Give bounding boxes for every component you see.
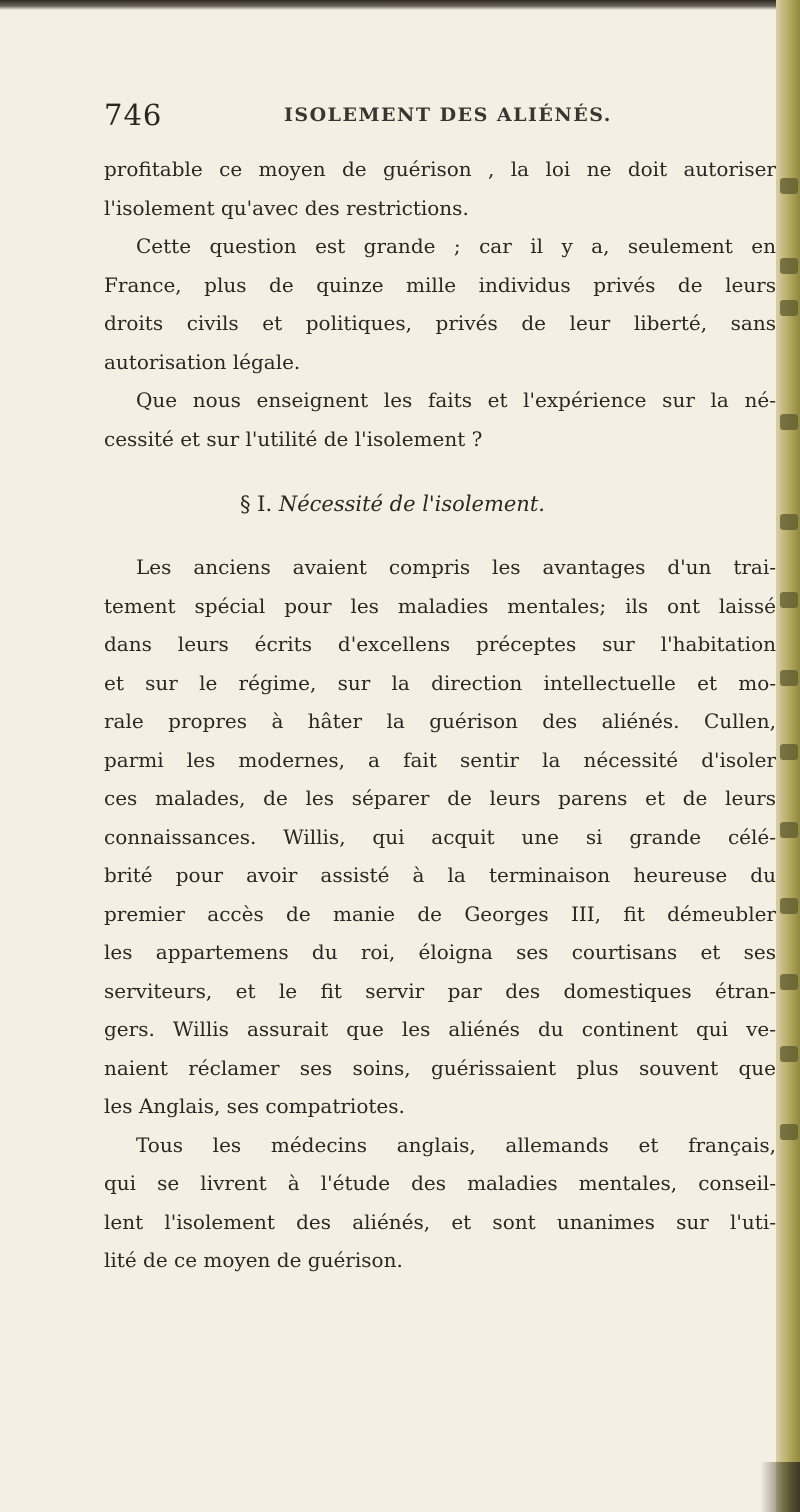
paragraph bbox=[104, 227, 776, 381]
edge-mark bbox=[780, 898, 798, 914]
text-line: rale propres à hâter la guérison des aliénés. Cullen, bbox=[104, 709, 776, 733]
text-line: dans leurs écrits d'excellens préceptes sur l'habitation bbox=[104, 632, 776, 656]
section-number: § I. bbox=[240, 492, 273, 516]
edge-mark bbox=[780, 1124, 798, 1140]
edge-mark bbox=[780, 822, 798, 838]
text-line: Que nous enseignent les faits et l'expérience sur la né- bbox=[136, 388, 776, 412]
text-line: premier accès de manie de Georges III, fit démeubler bbox=[104, 901, 776, 926]
text-line: cessité et sur l'utilité de l'isolement ? bbox=[104, 426, 483, 451]
edge-mark bbox=[780, 744, 798, 760]
text-line: qui se livrent à l'étude des maladies mentales, conseil- bbox=[104, 1171, 776, 1195]
paragraph bbox=[104, 150, 776, 227]
text-line: tement spécial pour les maladies mentales; ils ont laissé bbox=[104, 593, 776, 618]
edge-mark bbox=[780, 414, 798, 430]
text-line: Les anciens avaient compris les avantages d'un trai- bbox=[136, 555, 776, 579]
edge-mark bbox=[780, 258, 798, 274]
edge-mark bbox=[780, 300, 798, 316]
text-line: lité de ce moyen de guérison. bbox=[104, 1248, 403, 1272]
text-line: serviteurs, et le fit servir par des domestiques étran- bbox=[104, 978, 776, 1003]
edge-mark bbox=[780, 670, 798, 686]
page-number: 746 bbox=[104, 98, 163, 132]
body-text bbox=[104, 150, 776, 1280]
text-line: et sur le régime, sur la direction intellectuelle et mo- bbox=[104, 670, 776, 695]
section-title: Nécessité de l'isolement. bbox=[278, 492, 545, 516]
text-line: ces malades, de les séparer de leurs parens et de leurs bbox=[104, 786, 776, 810]
top-edge-rule bbox=[0, 0, 790, 10]
section-heading bbox=[104, 472, 776, 536]
text-line: lent l'isolement des aliénés, et sont unanimes sur l'uti- bbox=[104, 1209, 776, 1234]
edge-mark bbox=[780, 514, 798, 530]
text-line: brité pour avoir assisté à la terminaison heureuse du bbox=[104, 863, 776, 887]
running-head: ISOLEMENT DES ALIÉNÉS. bbox=[284, 104, 612, 126]
edge-mark bbox=[780, 178, 798, 194]
paragraph bbox=[104, 1126, 776, 1280]
text-line: les Anglais, ses compatriotes. bbox=[104, 1094, 405, 1118]
bottom-corner-shadow bbox=[760, 1462, 800, 1512]
text-line: Tous les médecins anglais, allemands et français, bbox=[136, 1132, 776, 1157]
text-line: parmi les modernes, a fait sentir la nécessité d'isoler bbox=[104, 747, 776, 772]
text-line: autorisation légale. bbox=[104, 349, 301, 374]
page-edge-strip bbox=[776, 0, 800, 1512]
text-line: Cette question est grande ; car il y a, seulement en bbox=[136, 234, 776, 258]
text-line: les appartemens du roi, éloigna ses courtisans et ses bbox=[104, 940, 776, 964]
edge-mark bbox=[780, 1046, 798, 1062]
page-header bbox=[104, 98, 764, 138]
paragraph bbox=[104, 381, 776, 458]
text-line: connaissances. Willis, qui acquit une si grande célé- bbox=[104, 824, 776, 849]
text-line: profitable ce moyen de guérison , la loi ne doit autoriser bbox=[104, 157, 776, 181]
paragraph bbox=[104, 548, 776, 1126]
text-line: France, plus de quinze mille individus privés de leurs bbox=[104, 272, 776, 297]
text-line: droits civils et politiques, privés de leur liberté, sans bbox=[104, 311, 776, 335]
text-line: l'isolement qu'avec des restrictions. bbox=[104, 195, 469, 220]
edge-mark bbox=[780, 974, 798, 990]
edge-mark bbox=[780, 592, 798, 608]
text-line: gers. Willis assurait que les aliénés du continent qui ve- bbox=[104, 1017, 776, 1041]
text-line: naient réclamer ses soins, guérissaient plus souvent que bbox=[104, 1055, 776, 1080]
